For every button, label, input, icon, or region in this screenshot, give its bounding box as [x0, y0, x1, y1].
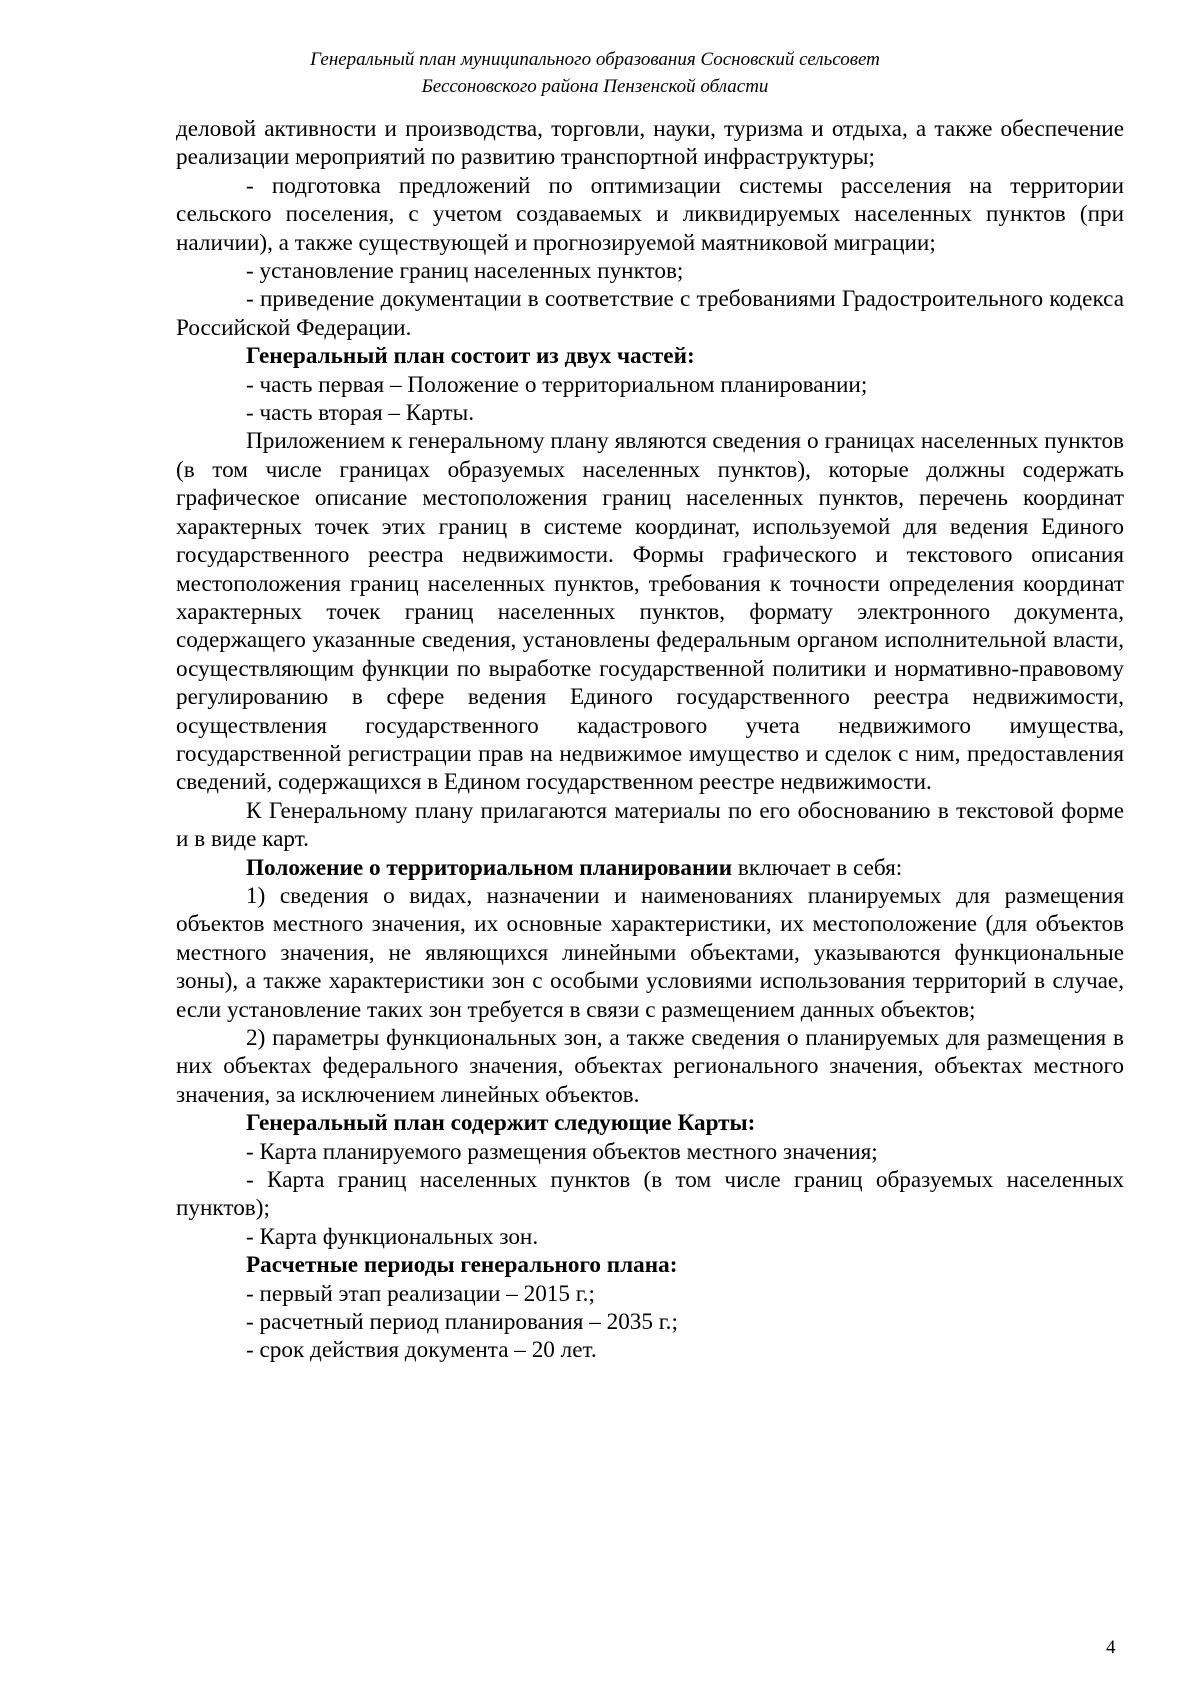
list-item: - часть первая – Положение о территориальном планировании;: [246, 371, 868, 398]
paragraph: - установление границ населенных пунктов;: [246, 258, 684, 285]
section-heading: Генеральный план содержит следующие Карты:: [246, 1110, 756, 1137]
running-header: [0, 46, 1190, 100]
paragraph: К Генеральному плану прилагаются материалы по его обоснованию в текстовой форме и в виде карт.: [176, 797, 1124, 853]
header-line-1: Генеральный план муниципального образования Сосновский сельсовет: [310, 49, 880, 70]
list-item: - Карта функциональных зон.: [246, 1223, 539, 1250]
section-heading: Генеральный план состоит из двух частей:: [246, 343, 695, 370]
list-item: - расчетный период планирования – 2035 г.;: [246, 1309, 678, 1336]
list-item: - срок действия документа – 20 лет.: [246, 1337, 597, 1364]
page-number: 4: [1106, 1637, 1116, 1658]
header-line-2: Бессоновского района Пензенской области: [421, 76, 769, 97]
list-item: - первый этап реализации – 2015 г.;: [246, 1280, 595, 1307]
body-text: [176, 115, 1124, 1365]
list-item: 1) сведения о видах, назначении и наименованиях планируемых для размещения объектов местного значения, их основные характеристики, их местоположение (для объектов местного значения, не являющихся линейными объектами, указываются функциональные зоны), а также характеристики зон с особыми условиями использования территорий в случае, если установление таких зон требуется в связи с размещением данных объектов;: [176, 882, 1124, 1023]
section-heading: Расчетные периоды генерального плана:: [246, 1252, 678, 1279]
paragraph: деловой активности и производства, торговли, науки, туризма и отдыха, а также обеспечение реализации мероприятий по развитию транспортной инфраструктуры;: [176, 116, 1124, 171]
list-item: - Карта планируемого размещения объектов местного значения;: [246, 1138, 878, 1165]
paragraph: - приведение документации в соответствие с требованиями Градостроительного кодекса Российской Федерации.: [176, 286, 1124, 341]
paragraph: Положение о территориальном планировании включает в себя:: [246, 854, 903, 881]
list-item: - часть вторая – Карты.: [246, 400, 475, 427]
paragraph: Приложением к генеральному плану являются сведения о границах населенных пунктов (в том числе границах образуемых населенных пунктов), которые должны содержать графическое описание местоположения границ населенных пунктов, перечень координат характерных точек этих границ в системе координат, используемой для ведения Единого государственного реестра недвижимости. Формы графического и текстового описания местоположения границ населенных пунктов, требования к точности определения координат характерных точек границ населенных пунктов, формату электронного документа, содержащего указанные сведения, установлены федеральным органом исполнительной власти, осуществляющим функции по выработке государственной политики и нормативно-правовому регулированию в сфере ведения Единого государственного реестра недвижимости, осуществления государственного кадастрового учета недвижимого имущества, государственной регистрации прав на недвижимое имущество и сделок с ним, предоставления сведений, содержащихся в Едином государственном реестре недвижимости.: [176, 428, 1124, 796]
list-item: - Карта границ населенных пунктов (в том числе границ образуемых населенных пунктов);: [176, 1167, 1124, 1222]
list-item: 2) параметры функциональных зон, а также сведения о планируемых для размещения в них объектах федерального значения, объектах регионального значения, объектах местного значения, за исключением линейных объектов.: [176, 1025, 1124, 1108]
paragraph: - подготовка предложений по оптимизации системы расселения на территории сельского поселения, с учетом создаваемых и ликвидируемых населенных пунктов (при наличии), а также существующей и прогнозируемой маятниковой миграции;: [176, 172, 1124, 256]
